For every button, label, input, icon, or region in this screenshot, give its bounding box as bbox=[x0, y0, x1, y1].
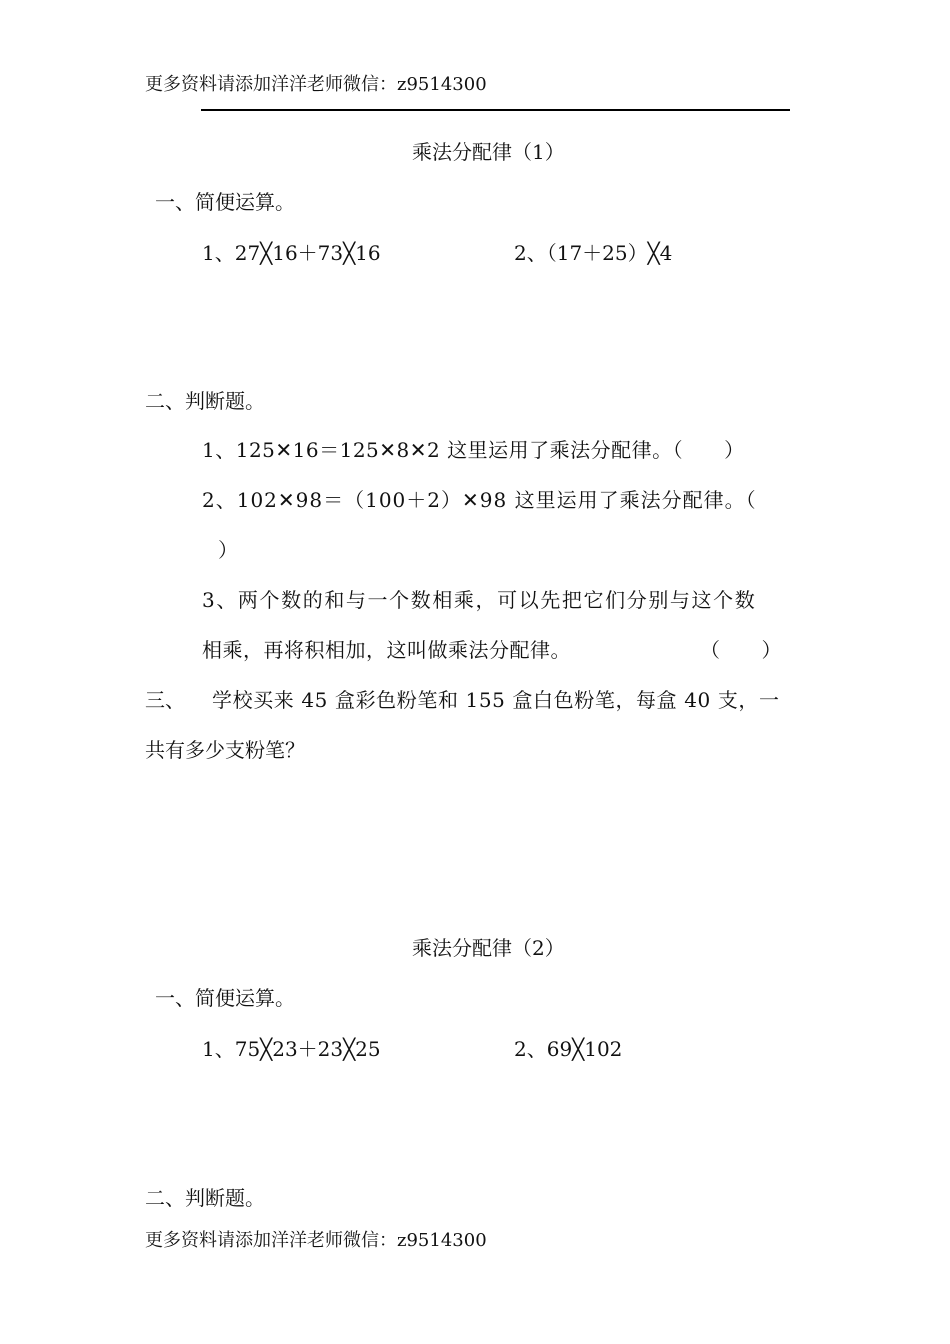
lesson2-question-1: 1、75╳23＋23╳25 bbox=[202, 1037, 381, 1061]
lesson1-title: 乘法分配律（1） bbox=[412, 140, 565, 164]
lesson2-section2-heading: 二、判断题。 bbox=[145, 1186, 265, 1210]
lesson1-judge-3-line1: 3、两个数的和与一个数相乘，可以先把它们分别与这个数 bbox=[202, 588, 757, 612]
lesson1-question-2: 2、（17＋25）╳4 bbox=[514, 241, 673, 265]
header-divider bbox=[201, 109, 790, 111]
lesson1-question-1: 1、27╳16＋73╳16 bbox=[202, 241, 381, 265]
lesson1-word-problem-line2: 共有多少支粉笔？ bbox=[145, 738, 305, 762]
lesson1-judge-1: 1、125✕16＝125✕8✕2 这里运用了乘法分配律。（ ） bbox=[202, 438, 745, 462]
lesson2-section1-heading: 一、简便运算。 bbox=[155, 986, 295, 1010]
lesson2-question-2: 2、69╳102 bbox=[514, 1037, 623, 1061]
lesson1-section3-label: 三、 bbox=[145, 688, 185, 712]
lesson2-title: 乘法分配律（2） bbox=[412, 936, 565, 960]
lesson1-judge-2-line2: ） bbox=[218, 538, 239, 562]
page-header-note: 更多资料请添加洋洋老师微信：z9514300 bbox=[145, 74, 487, 95]
lesson1-section1-heading: 一、简便运算。 bbox=[155, 190, 295, 214]
lesson1-judge-3-answer-paren: （ ） bbox=[700, 638, 782, 662]
lesson1-judge-3-line2: 相乘，再将积相加，这叫做乘法分配律。 bbox=[202, 638, 571, 662]
lesson1-section2-heading: 二、判断题。 bbox=[145, 389, 265, 413]
lesson1-judge-2-line1: 2、102✕98＝（100＋2）✕98 这里运用了乘法分配律。（ bbox=[202, 488, 757, 512]
lesson1-word-problem-line1: 学校买来 45 盒彩色粉笔和 155 盒白色粉笔，每盒 40 支，一 bbox=[212, 688, 780, 712]
page-footer-note: 更多资料请添加洋洋老师微信：z9514300 bbox=[145, 1230, 487, 1251]
